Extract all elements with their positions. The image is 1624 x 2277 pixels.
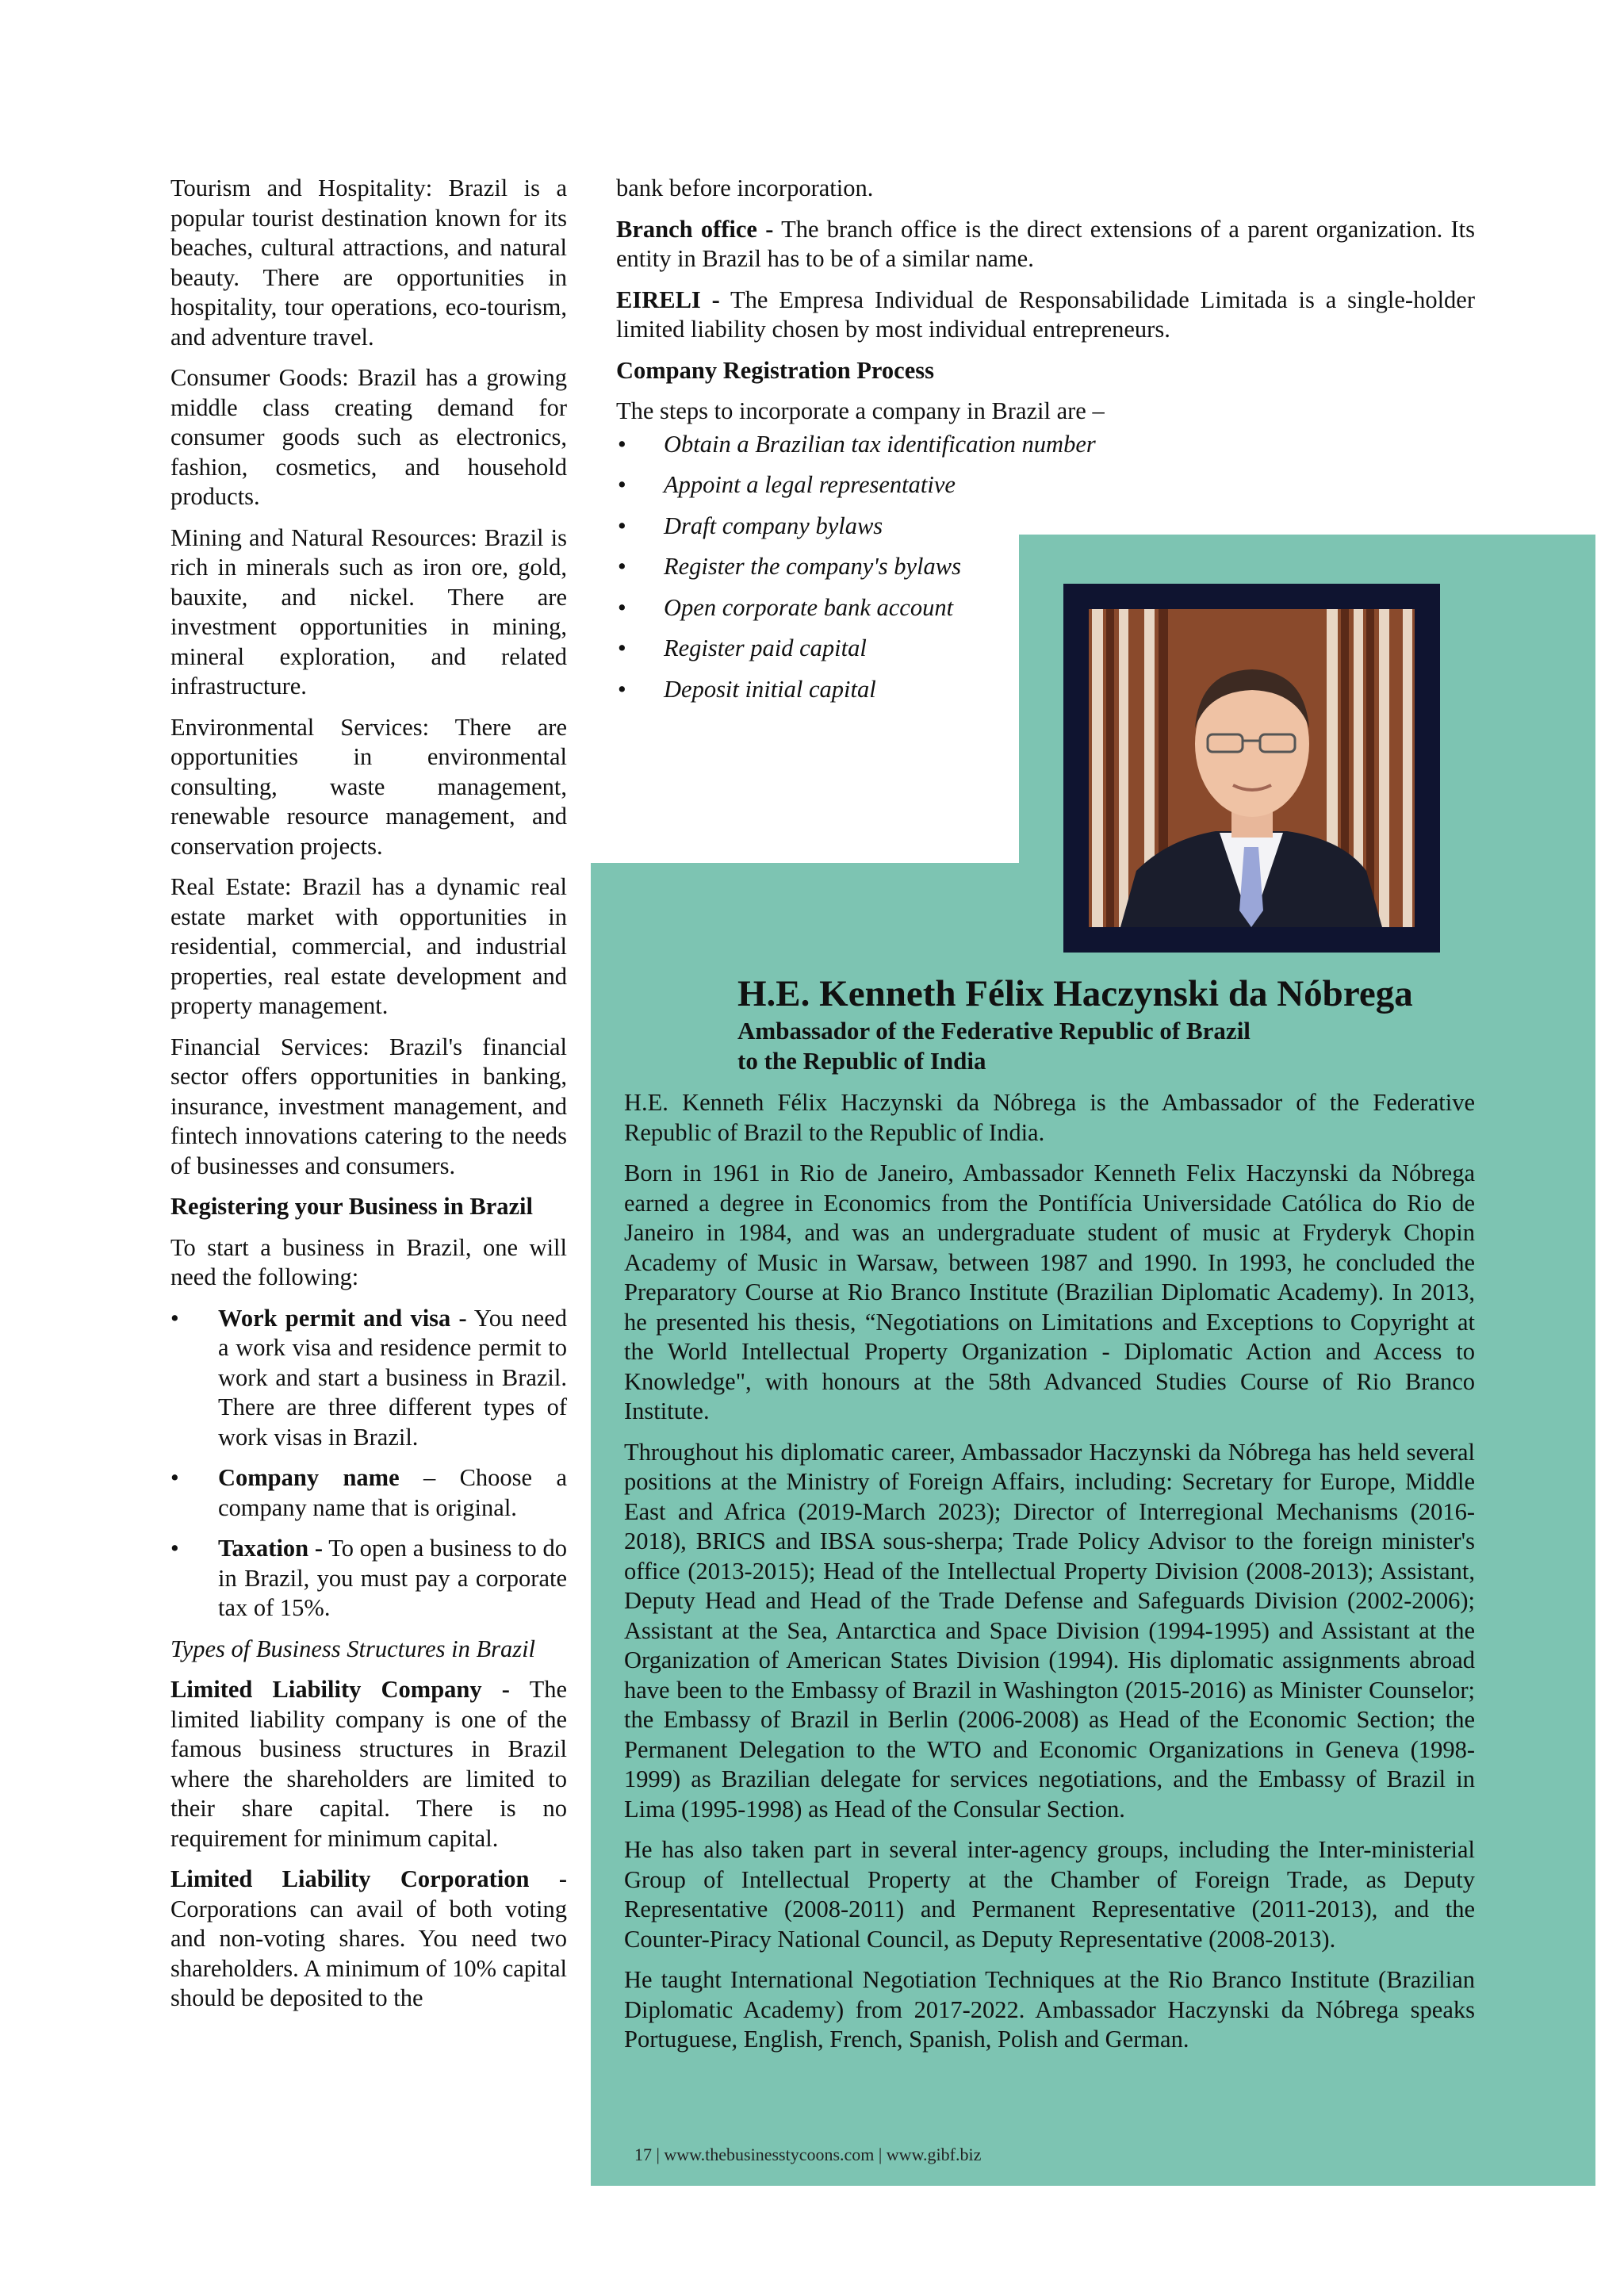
bio-paragraph: Throughout his diplomatic career, Ambassador Haczynski da Nóbrega has held several positions at the Ministry of Foreign Affairs, including: Secretary for Europe, Middle East and Africa (2019-March 2023); Director of Interregional Mechanisms (2016-2018), BRICS and IBSA sous-sherpa; Trade Policy Advisor to the foreign minister's office (2013-2015); Head of the Intellectual Property Division (2008-2013); Assistant, Deputy Head and Head of the Trade Defense and Safeguards Division (2002-2006); Assistant at the Sea, Antarctica and Space Division (1994-1995) and Assistant at the Organization of American States Division (1994). His diplomatic assignments abroad have been to the Embassy of Brazil in Washington (2015-2016) as Minister Counselor; the Embassy of Brazil in Berlin (2006-2008) as Head of the Economic Section; the Permanent Delegation to the WTO and Economic Organizations in Geneva (1998-1999) as Brazilian delegate for services negotiations, and the Embassy of Brazil in Lima (1995-1998) as Head of the Consular Section. bbox=[624, 1438, 1475, 1823]
llc-text: The limited liability company is one of the famous business structures in Brazil where the shareholders are limited to their share capital. There is no requirement for minimum capital. bbox=[170, 1676, 567, 1852]
list-item bbox=[170, 1463, 567, 1523]
portrait-frame bbox=[1063, 584, 1440, 953]
requirement-text: To open a business to do in Brazil, you must pay a corporate tax of 15%. bbox=[218, 1535, 568, 1621]
bio-paragraph: He has also taken part in several inter-agency groups, including the Inter-ministerial Group of Intellectual Property at the Chamber of Foreign Trade, as Deputy Representative (2008-2011) and Permanent Representative (2011-2013), and the Counter-Piracy National Council, as Deputy Representative (2008-2013). bbox=[624, 1836, 1475, 1953]
llc-label: Limited Liability Company - bbox=[170, 1676, 510, 1703]
requirement-label: Taxation - bbox=[218, 1535, 324, 1562]
paragraph-branch-office bbox=[616, 215, 1475, 274]
ambassador-title-line1: Ambassador of the Federative Republic of Brazil bbox=[737, 1017, 1251, 1045]
bio-paragraph: H.E. Kenneth Félix Haczynski da Nóbrega is the Ambassador of the Federative Republic of Brazil to the Republic of India. bbox=[624, 1089, 1475, 1146]
list-item: • Obtain a Brazilian tax identification number bbox=[616, 430, 1475, 471]
branch-label: Branch office - bbox=[616, 215, 774, 243]
paragraph-corporation bbox=[170, 1865, 567, 2014]
eireli-label: EIRELI - bbox=[616, 286, 720, 313]
ambassador-portrait bbox=[1089, 609, 1415, 927]
list-item: • Register paid capital bbox=[616, 634, 1475, 675]
requirements-list bbox=[170, 1304, 567, 1623]
list-item: • Deposit initial capital bbox=[616, 675, 1475, 716]
left-column bbox=[170, 174, 567, 2025]
types-heading: Types of Business Structures in Brazil bbox=[170, 1635, 536, 1662]
corp-text: Corporations can avail of both voting and non-voting shares. You need two shareholders. A minimum of 10% capital should be deposited to the bbox=[170, 1895, 567, 2011]
continuation-text: bank before incorporation. bbox=[616, 174, 874, 201]
registering-heading: Registering your Business in Brazil bbox=[170, 1193, 533, 1220]
bio-paragraph: He taught International Negotiation Techniques at the Rio Branco Institute (Brazilian Diplomatic Academy) from 2017-2022. Ambassador Haczynski da Nóbrega speaks Portuguese, English, French, Spanish, Polish and German. bbox=[624, 1966, 1475, 2053]
paragraph-financial: Financial Services: Brazil's financial sector offers opportunities in banking, insurance, investment management, and fintech innovations catering to the needs of businesses and consumers. bbox=[170, 1033, 567, 1179]
corp-label: Limited Liability Corporation - bbox=[170, 1865, 567, 1892]
process-heading: Company Registration Process bbox=[616, 356, 934, 384]
list-item: • Open corporate bank account bbox=[616, 593, 1475, 634]
list-item bbox=[170, 1304, 567, 1453]
biography bbox=[624, 1088, 1475, 2066]
requirement-label: Work permit and visa - bbox=[218, 1304, 467, 1332]
paragraph-eireli bbox=[616, 286, 1475, 345]
eireli-text: The Empresa Individual de Responsabilidade Limitada is a single-holder limited liability chosen by most individual entrepreneurs. bbox=[616, 286, 1475, 343]
list-item: • Draft company bylaws bbox=[616, 512, 1475, 553]
page-footer: 17 | www.thebusinesstycoons.com | www.gibf.biz bbox=[634, 2145, 982, 2164]
paragraph-tourism: Tourism and Hospitality: Brazil is a popular tourist destination known for its beaches, cultural attractions, and natural beauty. There are opportunities in hospitality, tour operations, eco-tourism, and adventure travel. bbox=[170, 174, 567, 351]
ambassador-name: H.E. Kenneth Félix Haczynski da Nóbrega bbox=[737, 973, 1413, 1014]
paragraph-llc bbox=[170, 1675, 567, 1853]
list-item: • Register the company's bylaws bbox=[616, 552, 1475, 593]
branch-text: The branch office is the direct extensions of a parent organization. Its entity in Brazil has to be of a similar name. bbox=[616, 215, 1475, 272]
ambassador-title-line2: to the Republic of India bbox=[737, 1047, 986, 1075]
paragraph-consumer-goods: Consumer Goods: Brazil has a growing middle class creating demand for consumer goods such as electronics, fashion, cosmetics, and household products. bbox=[170, 364, 567, 510]
bio-paragraph: Born in 1961 in Rio de Janeiro, Ambassador Kenneth Felix Haczynski da Nóbrega earned a degree in Economics from the Pontifícia Universidade Católica do Rio de Janeiro in 1984, and was an undergraduate student of music at Fryderyk Chopin Academy of Music in Warsaw, between 1987 and 1990. In 1993, he concluded the Preparatory Course at Rio Branco Institute (Brazilian Diplomatic Academy). In 2013, he presented his thesis, “Negotiations on Limitations and Exceptions to Copyright at the World Intellectual Property Organization - Diplomatic Action and Access to Knowledge", with honours at the 58th Advanced Studies Course of Rio Branco Institute. bbox=[624, 1160, 1475, 1424]
paragraph-real-estate: Real Estate: Brazil has a dynamic real estate market with opportunities in residential, commercial, and industrial properties, real estate development and property management. bbox=[170, 873, 567, 1019]
list-item bbox=[170, 1534, 567, 1623]
list-item: • Appoint a legal representative bbox=[616, 470, 1475, 512]
process-intro: The steps to incorporate a company in Brazil are – bbox=[616, 397, 1105, 424]
paragraph-mining: Mining and Natural Resources: Brazil is rich in minerals such as iron ore, gold, bauxite, and nickel. There are investment opportunities in mining, mineral exploration, and related infrastructure. bbox=[170, 523, 567, 700]
requirement-text: – Choose a company name that is original. bbox=[218, 1464, 567, 1521]
requirement-text: You need a work visa and residence permit to work and start a business in Brazil. There are three different types of work visas in Brazil. bbox=[218, 1304, 567, 1451]
profile-header bbox=[737, 972, 1451, 1076]
paragraph-environmental: Environmental Services: There are opportunities in environmental consulting, waste management, renewable resource management, and conservation projects. bbox=[170, 713, 567, 860]
requirement-label: Company name bbox=[218, 1464, 400, 1491]
registering-intro: To start a business in Brazil, one will need the following: bbox=[170, 1233, 567, 1290]
